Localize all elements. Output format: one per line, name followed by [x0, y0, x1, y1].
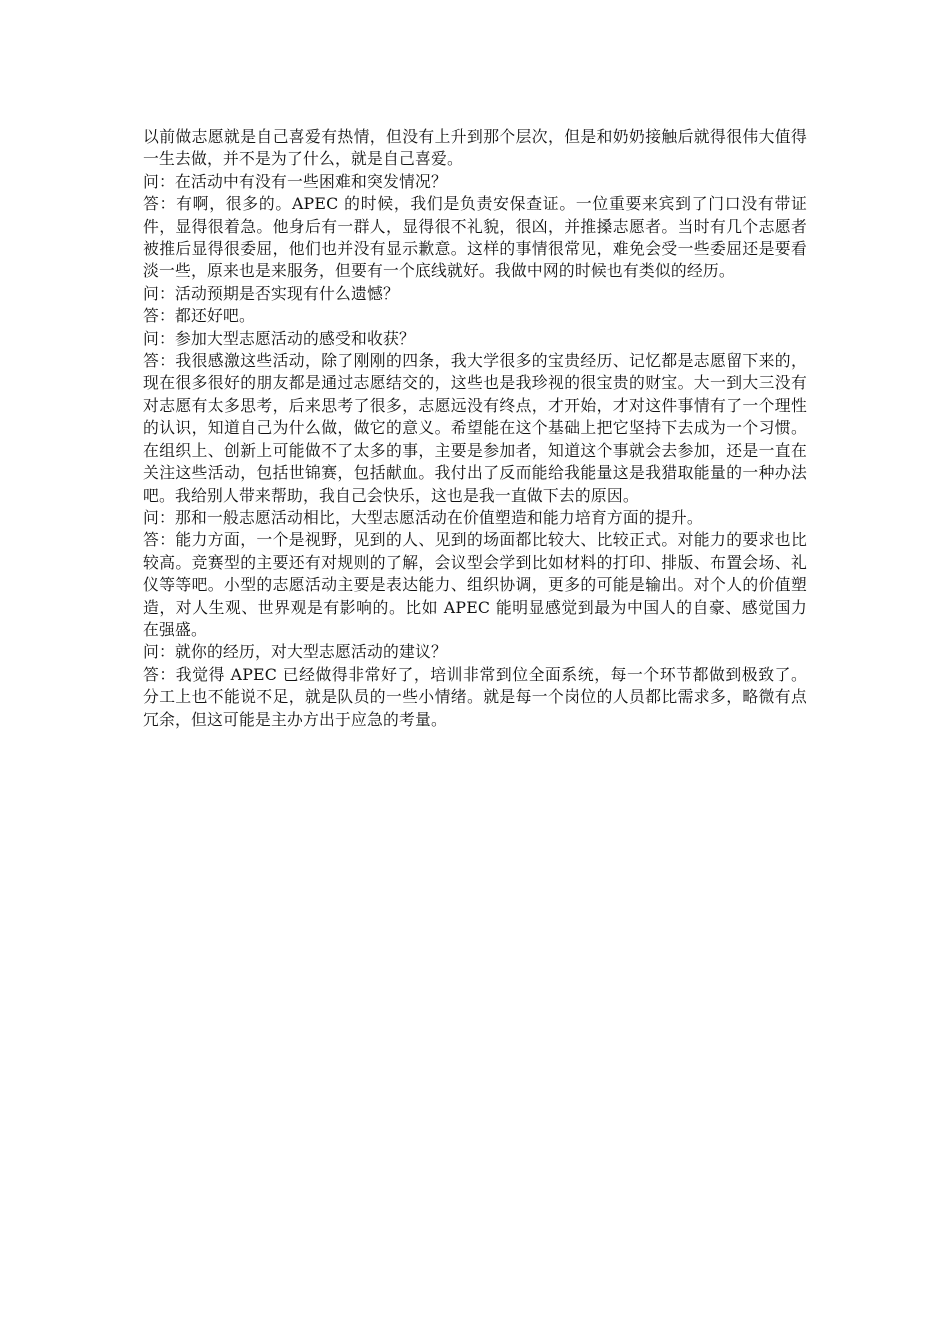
question-suggestions: 问：就你的经历，对大型志愿活动的建议？ [143, 642, 447, 662]
answer-suggestions: 答：我觉得 APEC 已经做得非常好了，培训非常到位全面系统，每一个环节都做到极致了。分工上也不能说不足，就是队员的一些小情绪。就是每一个岗位的人员都比需求多，略微有点冗余，但这可能是主办方出于应急的考量。 [143, 664, 807, 729]
question-difficulties: 问：在活动中有没有一些困难和突发情况？ [143, 171, 447, 191]
document-body [143, 126, 807, 731]
paragraph-intro: 以前做志愿就是自己喜爱有热情，但没有上升到那个层次，但是和奶奶接触后就得很伟大值得一生去做，并不是为了什么，就是自己喜爱。 [143, 127, 807, 169]
answer-expectations: 答：都还好吧。 [143, 306, 255, 326]
answer-difficulties: 答：有啊，很多的。APEC 的时候，我们是负责安保查证。一位重要来宾到了门口没有带证件，显得很着急。他身后有一群人，显得很不礼貌，很凶，并推搡志愿者。当时有几个志愿者被推后显得很委屈，他们也并没有显示歉意。这样的事情很常见，难免会受一些委屈还是要看淡一些，原来也是来服务，但要有一个底线就好。我做中网的时候也有类似的经历。 [143, 194, 807, 281]
question-expectations: 问：活动预期是否实现有什么遗憾？ [143, 283, 399, 303]
answer-feelings: 答：我很感激这些活动，除了刚刚的四条，我大学很多的宝贵经历、记忆都是志愿留下来的，现在很多很好的朋友都是通过志愿结交的，这些也是我珍视的很宝贵的财宝。大一到大三没有对志愿有太多思考，后来思考了很多，志愿远没有终点，才开始，才对这件事情有了一个理性的认识，知道自己为什么做，做它的意义。希望能在这个基础上把它坚持下去成为一个习惯。在组织上、创新上可能做不了太多的事，主要是参加者，知道这个事就会去参加，还是一直在关注这些活动，包括世锦赛，包括献血。我付出了反而能给我能量这是我猎取能量的一种办法吧。我给别人带来帮助，我自己会快乐，这也是我一直做下去的原因。 [143, 351, 807, 505]
question-feelings: 问：参加大型志愿活动的感受和收获？ [143, 328, 415, 348]
answer-comparison: 答：能力方面，一个是视野，见到的人、见到的场面都比较大、比较正式。对能力的要求也比较高。竞赛型的主要还有对规则的了解，会议型会学到比如材料的打印、排版、布置会场、礼仪等等吧。小型的志愿活动主要是表达能力、组织协调，更多的可能是输出。对个人的价值塑造，对人生观、世界观是有影响的。比如 APEC 能明显感觉到最为中国人的自豪、感觉国力在强盛。 [143, 530, 807, 639]
question-comparison: 问：那和一般志愿活动相比，大型志愿活动在价值塑造和能力培育方面的提升。 [143, 507, 703, 527]
